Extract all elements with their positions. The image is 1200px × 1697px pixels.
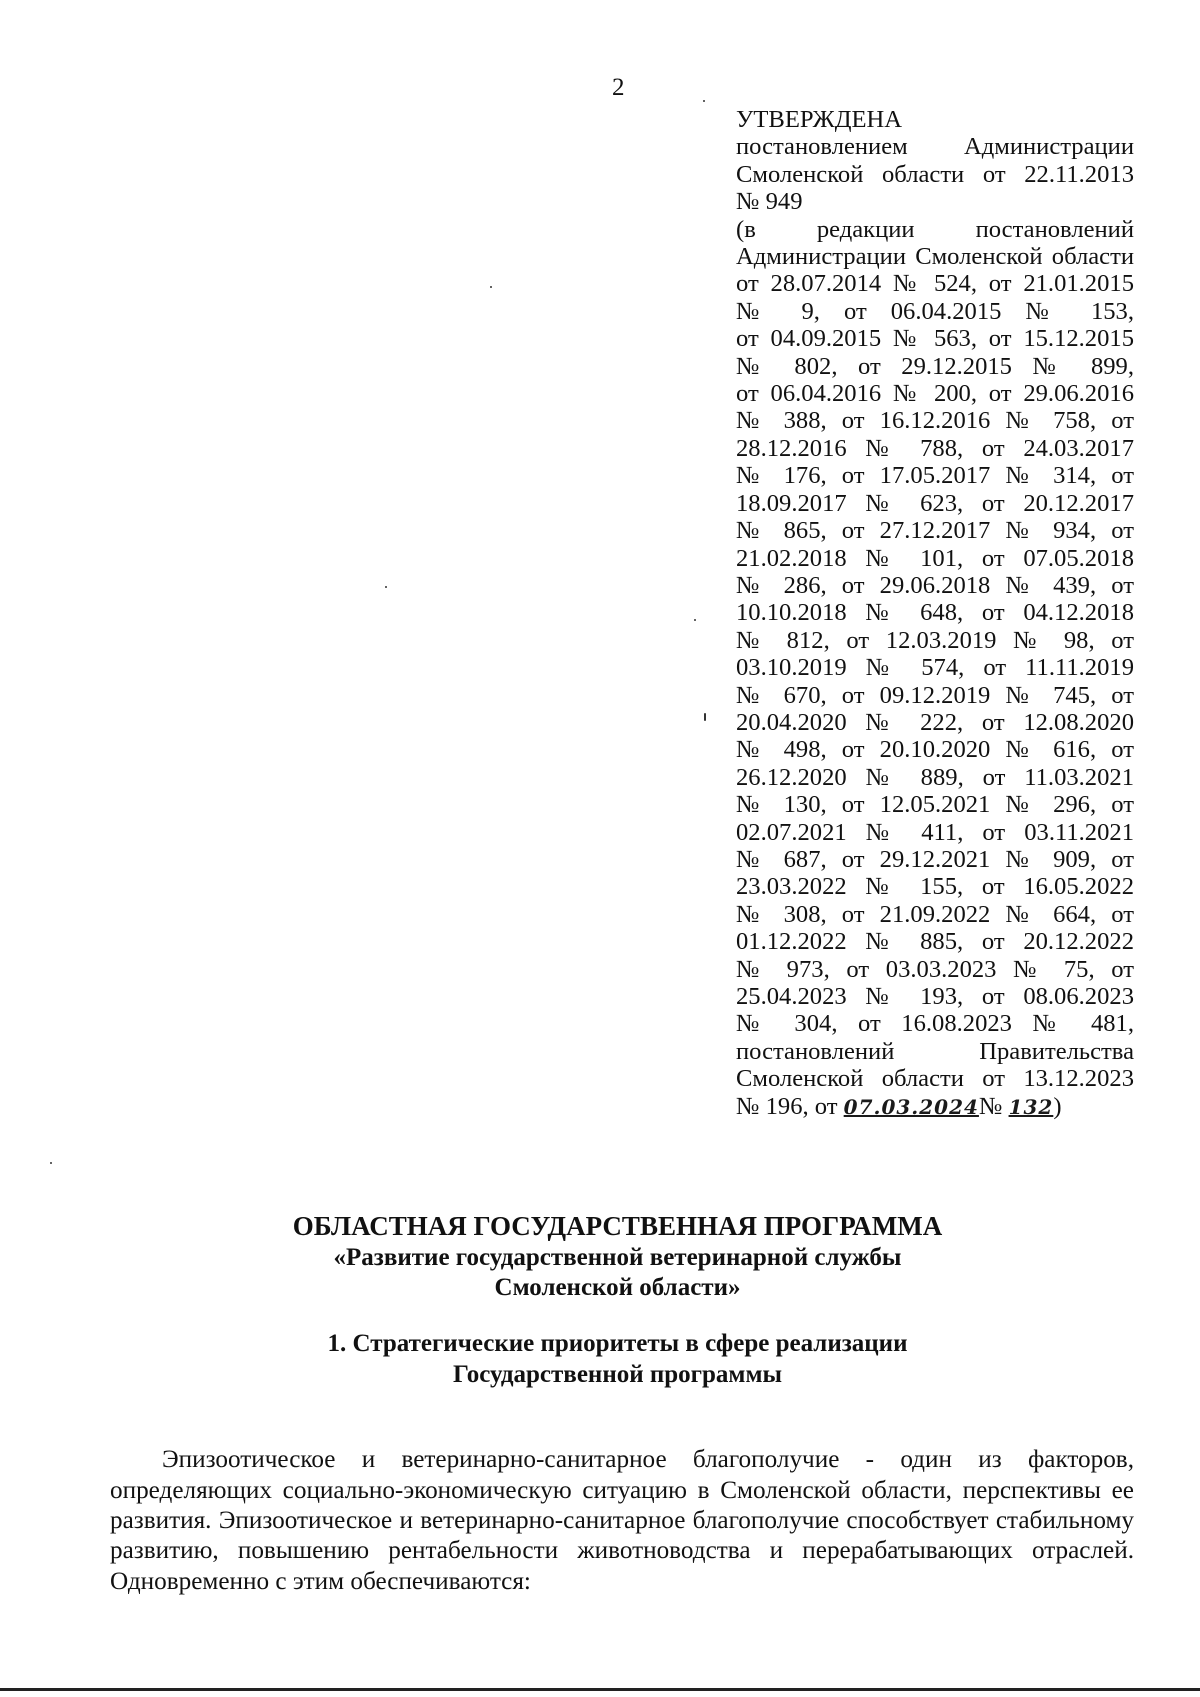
approval-line: УТВЕРЖДЕНА	[736, 106, 903, 133]
approval-line: (в редакции постановлений	[736, 215, 1134, 243]
approval-line: Смоленской области от 22.11.2013	[736, 160, 1134, 188]
section-heading-line2: Государственной программы	[452, 1361, 783, 1388]
approval-line: Администрации Смоленской области	[736, 243, 1134, 271]
section-heading	[140, 1328, 1095, 1390]
scan-speck	[694, 619, 696, 621]
approval-line: 23.03.2022 № 155, от 16.05.2022	[736, 873, 1134, 901]
approval-last-prefix: № 196, от	[736, 1092, 844, 1120]
program-title-main: ОБЛАСТНАЯ ГОСУДАРСТВЕННАЯ ПРОГРАММА	[292, 1211, 943, 1241]
approval-line: № 308, от 21.09.2022 № 664, от	[736, 900, 1134, 928]
approval-line: 26.12.2020 № 889, от 11.03.2021	[736, 763, 1134, 791]
approval-line: 03.10.2019 № 574, от 11.11.2019	[736, 654, 1134, 682]
scan-edge-line	[0, 1688, 1200, 1691]
scan-speck	[385, 586, 387, 588]
approval-line: от 28.07.2014 № 524, от 21.01.2015	[736, 270, 1134, 298]
approval-line: № 670, от 09.12.2019 № 745, от	[736, 681, 1134, 709]
approval-line: № 286, от 29.06.2018 № 439, от	[736, 571, 1134, 599]
approval-line: № 973, от 03.03.2023 № 75, от	[736, 955, 1134, 983]
approval-line: № 130, от 12.05.2021 № 296, от	[736, 791, 1134, 819]
approval-line: 10.10.2018 № 648, от 04.12.2018	[736, 599, 1134, 627]
approval-line: 20.04.2020 № 222, от 12.08.2020	[736, 708, 1134, 736]
approval-line: постановлением Администрации	[736, 133, 1134, 161]
approval-last-line	[736, 1093, 1134, 1121]
approval-line: № 812, от 12.03.2019 № 98, от	[736, 626, 1134, 654]
approval-line: 02.07.2021 № 411, от 03.11.2021	[736, 818, 1134, 846]
approval-line: постановлений Правительства	[736, 1037, 1134, 1065]
approval-line: № 949	[736, 188, 803, 216]
approval-last-suffix: )	[1053, 1092, 1062, 1120]
approval-line: от 06.04.2016 № 200, от 29.06.2016	[736, 380, 1134, 408]
program-title	[140, 1210, 1095, 1303]
approval-line: № 498, от 20.10.2020 № 616, от	[736, 736, 1134, 764]
section-heading-line1: 1. Стратегические приоритеты в сфере реализации	[327, 1330, 908, 1357]
handwritten-date: 07.03.2024	[843, 1094, 979, 1119]
scan-speck	[703, 100, 705, 102]
program-title-name: «Развитие государственной ветеринарной службы	[333, 1244, 902, 1271]
body-paragraph: Эпизоотическое и ветеринарно-санитарное благополучие - один из факторов, определяющих социально-экономическую ситуацию в Смоленской области, перспективы ее развития. Эпизоотическое и ветеринарно-санитарное благополучие способствует стабильному развитию, повышению рентабельности животноводства и перерабатывающих отраслей. Одновременно с этим обеспечиваются:	[110, 1446, 1134, 1595]
approval-line: № 176, от 17.05.2017 № 314, от	[736, 462, 1134, 490]
program-title-region: Смоленской области»	[494, 1274, 741, 1301]
approval-line: от 04.09.2015 № 563, от 15.12.2015	[736, 325, 1134, 353]
approval-line: № 802, от 29.12.2015 № 899,	[736, 352, 1134, 380]
scan-speck	[490, 286, 492, 288]
scan-speck	[704, 713, 706, 721]
handwritten-number: 132	[1008, 1094, 1054, 1119]
approval-line: 01.12.2022 № 885, от 20.12.2022	[736, 928, 1134, 956]
approval-line: 28.12.2016 № 788, от 24.03.2017	[736, 434, 1134, 462]
approval-line: 18.09.2017 № 623, от 20.12.2017	[736, 489, 1134, 517]
approval-line: № 9, от 06.04.2015 № 153,	[736, 297, 1134, 325]
approval-stamp	[736, 106, 1134, 1121]
approval-line: № 865, от 27.12.2017 № 934, от	[736, 517, 1134, 545]
scan-speck	[50, 1162, 52, 1164]
approval-line: 25.04.2023 № 193, от 08.06.2023	[736, 983, 1134, 1010]
approval-number-sign: №	[978, 1092, 1009, 1120]
approval-line: № 687, от 29.12.2021 № 909, от	[736, 845, 1134, 873]
approval-line: Смоленской области от 13.12.2023	[736, 1065, 1134, 1093]
approval-line: № 304, от 16.08.2023 № 481,	[736, 1010, 1134, 1038]
page-number: 2	[612, 74, 625, 101]
approval-line: 21.02.2018 № 101, от 07.05.2018	[736, 544, 1134, 572]
approval-line: № 388, от 16.12.2016 № 758, от	[736, 407, 1134, 435]
